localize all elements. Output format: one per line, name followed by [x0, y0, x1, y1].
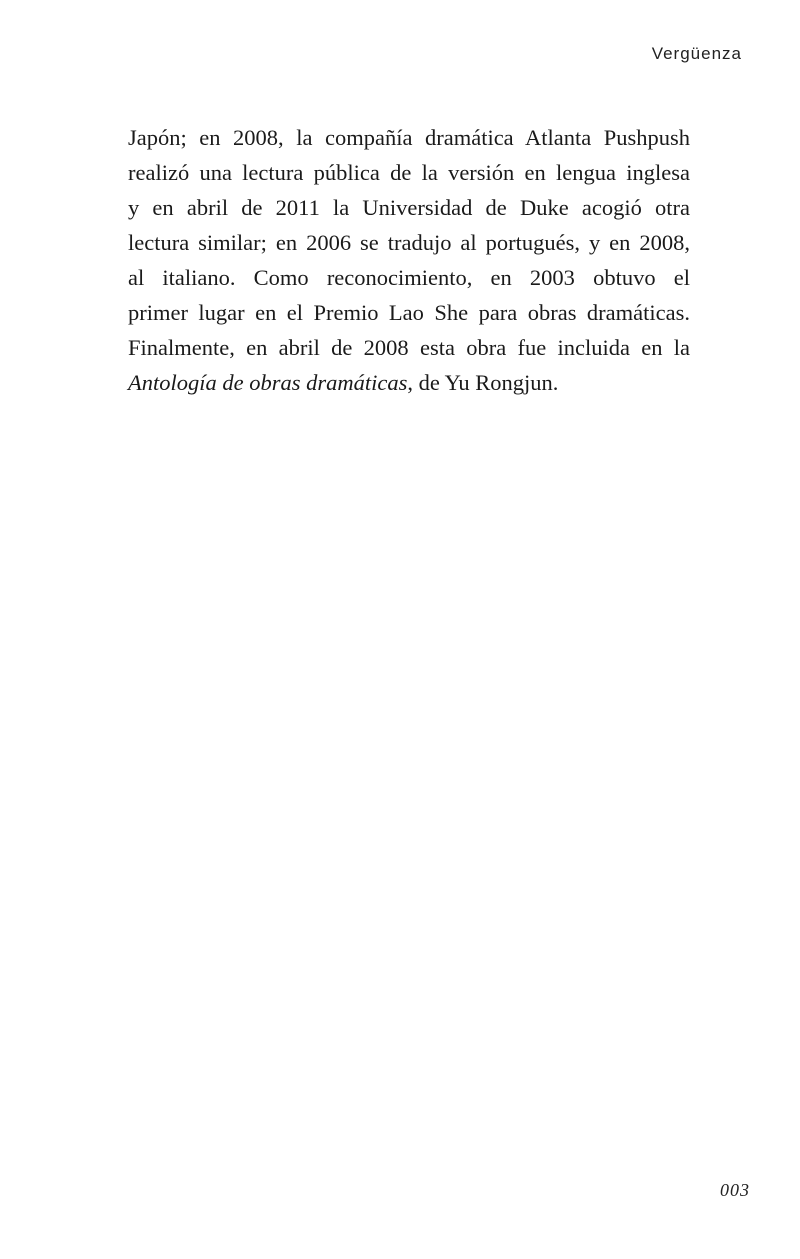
page-number: 003: [720, 1180, 750, 1200]
text-line: al italiano. Como reconocimiento, en 2003 obtuvo el: [128, 265, 690, 290]
text-line: y en abril de 2011 la Universidad de Duke acogió otra: [128, 195, 690, 220]
text-line: primer lugar en el Premio Lao She para obras dramáticas.: [128, 300, 690, 325]
text-line-end: , de Yu Rongjun.: [407, 370, 559, 395]
text-line: realizó una lectura pública de la versión en lengua inglesa: [128, 160, 690, 185]
text-line: Japón; en 2008, la compañía dramática Atlanta Pushpush: [128, 125, 690, 150]
text-line-last: [128, 365, 690, 400]
running-header: Vergüenza: [651, 44, 742, 63]
body-paragraph: [128, 120, 690, 400]
book-title: Antología de obras dramáticas: [128, 370, 408, 395]
text-line: Finalmente, en abril de 2008 esta obra fue incluida en la: [128, 335, 690, 360]
text-line: lectura similar; en 2006 se tradujo al portugués, y en 2008,: [128, 230, 690, 255]
